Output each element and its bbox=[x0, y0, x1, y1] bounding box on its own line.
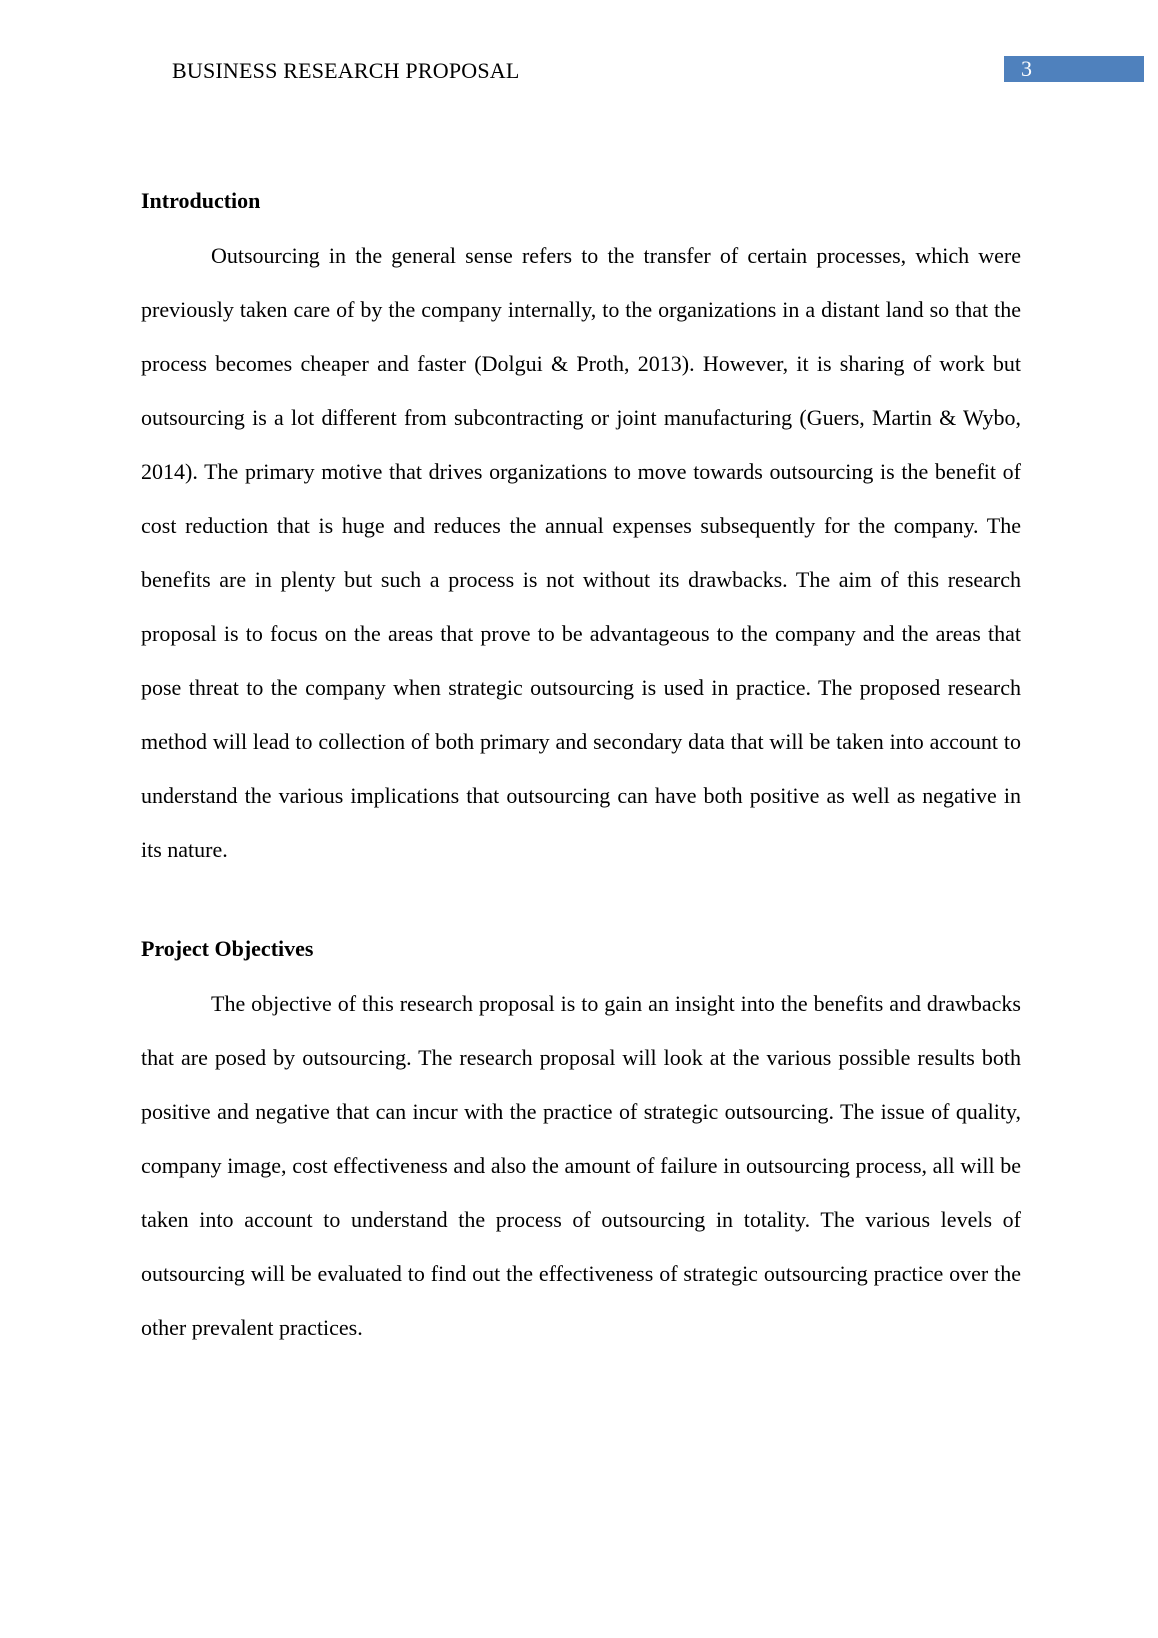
project-objectives-heading: Project Objectives bbox=[141, 936, 314, 961]
running-head: BUSINESS RESEARCH PROPOSAL bbox=[172, 58, 520, 83]
introduction-heading: Introduction bbox=[141, 188, 261, 213]
project-objectives-paragraph: The objective of this research proposal is to gain an insight into the benefits and drawbacks that are posed by outsourcing. The research proposal will look at the various possible results both positive and negative that can incur with the practice of strategic outsourcing. The issue of quality, company image, cost effectiveness and also the amount of failure in outsourcing process, all will be taken into account to understand the process of outsourcing in totality. The various levels of outsourcing will be evaluated to find out the effectiveness of strategic outsourcing practice over the other prevalent practices. bbox=[141, 991, 1021, 1340]
page-number: 3 bbox=[1021, 56, 1032, 81]
introduction-paragraph: Outsourcing in the general sense refers to the transfer of certain processes, which were previously taken care of by the company internally, to the organizations in a distant land so that the process becomes cheaper and faster (Dolgui & Proth, 2013). However, it is sharing of work but outsourcing is a lot different from subcontracting or joint manufacturing (Guers, Martin & Wybo, 2014). The primary motive that drives organizations to move towards outsourcing is the benefit of cost reduction that is huge and reduces the annual expenses subsequently for the company. The benefits are in plenty but such a process is not without its drawbacks. The aim of this research proposal is to focus on the areas that prove to be advantageous to the company and the areas that pose threat to the company when strategic outsourcing is used in practice. The proposed research method will lead to collection of both primary and secondary data that will be taken into account to understand the various implications that outsourcing can have both positive as well as negative in its nature. bbox=[141, 243, 1021, 862]
page-number-box bbox=[1004, 56, 1144, 82]
